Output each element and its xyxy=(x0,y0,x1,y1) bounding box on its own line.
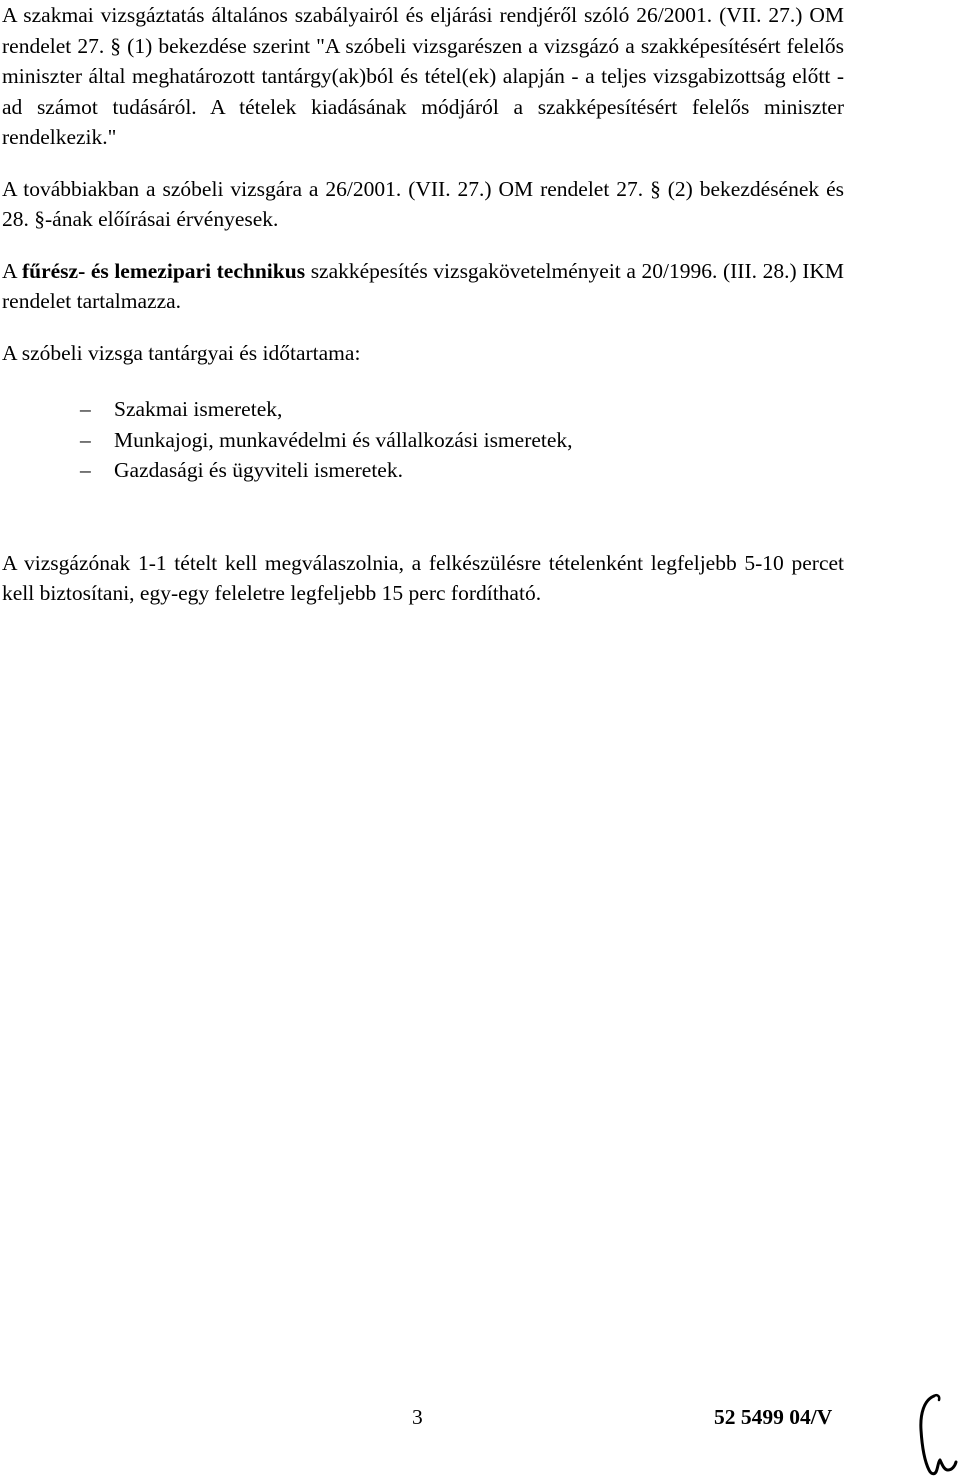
dash-bullet: – xyxy=(80,397,91,421)
list-item-text: Szakmai ismeretek, xyxy=(114,397,283,421)
intro-paragraph: A szakmai vizsgáztatás általános szabályairól és eljárási rendjéről szóló 26/2001. (VII. 27.) OM rendelet 27. § (1) bekezdése szerint "A szóbeli vizsgarészen a vizsgázó a szakképesítésért felelős miniszter által meghatározott tantárgy(ak)ból és tétel(ek) alapján - a teljes vizsgabizottság előtt - ad számot tudásáról. A tételek kiadásának módjáról a szakképesítésért felelős miniszter rendelkezik." xyxy=(2,3,844,149)
qualification-name: fűrész- és lemezipari technikus xyxy=(21,258,306,283)
signature-initial xyxy=(914,1390,960,1478)
requirements-paragraph xyxy=(2,256,844,317)
list-item-text: Munkajogi, munkavédelmi és vállalkozási ismeretek, xyxy=(114,427,573,452)
dash-bullet: – xyxy=(80,458,91,482)
document-body xyxy=(2,0,844,609)
list-item xyxy=(2,425,844,456)
exam-rules-paragraph: A vizsgázónak 1-1 tételt kell megválaszolnia, a felkészülésre tételenként legfeljebb 5-10 percet kell biztosítani, egy-egy feleletre legfeljebb 15 perc fordítható. xyxy=(2,550,844,605)
requirements-suffix: szakképesítés vizsgakövetelményeit a 20/1996. (III. 28.) IKM rendelet tartalmazza. xyxy=(2,258,845,313)
list-item-text: Gazdasági és ügyviteli ismeretek. xyxy=(114,458,403,482)
document-code: 52 5499 04/V xyxy=(714,1405,833,1429)
list-item xyxy=(2,394,844,425)
subjects-heading: A szóbeli vizsga tantárgyai és időtartama: xyxy=(2,340,361,365)
dash-bullet: – xyxy=(80,427,91,452)
requirements-prefix: A xyxy=(2,258,17,283)
further-rules-paragraph: A továbbiakban a szóbeli vizsgára a 26/2001. (VII. 27.) OM rendelet 27. § (2) bekezdésének és 28. §-ának előírásai érvényesek. xyxy=(2,176,844,231)
list-item xyxy=(2,455,844,486)
subject-list xyxy=(2,394,844,486)
page-number: 3 xyxy=(412,1405,423,1429)
